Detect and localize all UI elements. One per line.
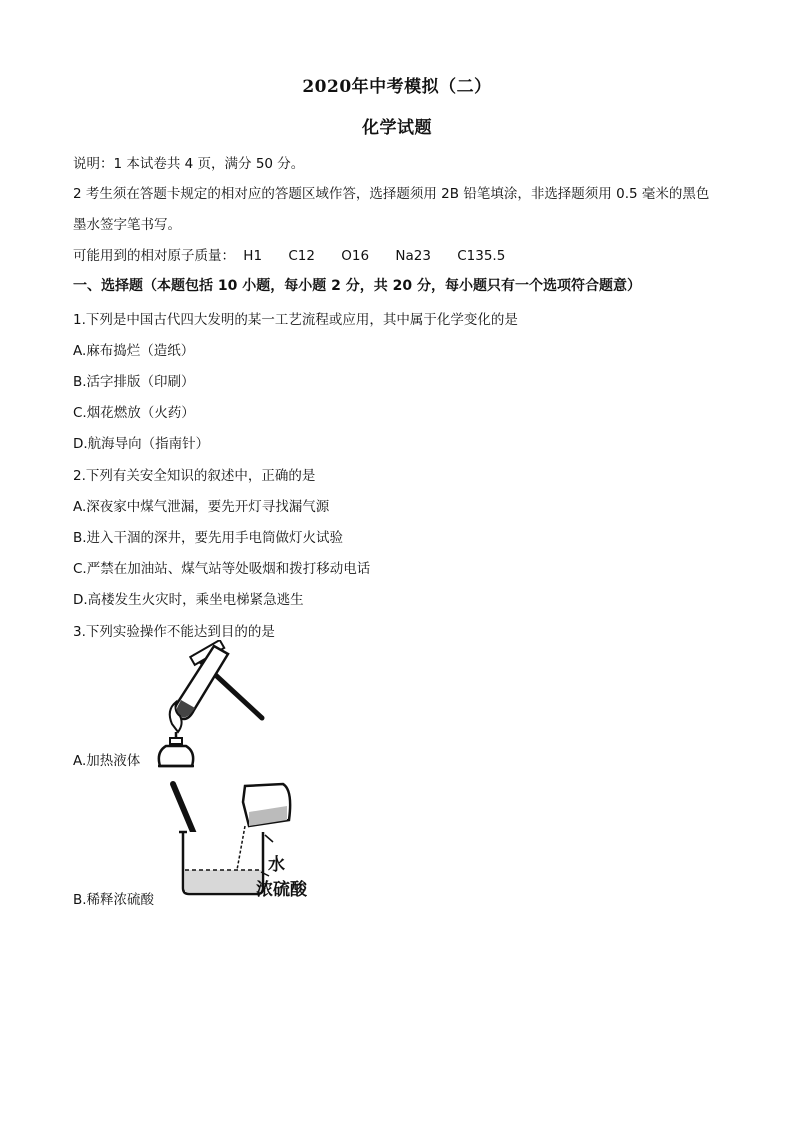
question-3-option-a: A.加热液体	[73, 753, 141, 769]
exam-title: 2020年中考模拟（二）	[302, 77, 492, 97]
alcohol-lamp	[159, 746, 193, 766]
question-2-stem: 2.下列有关安全知识的叙述中，正确的是	[73, 468, 316, 484]
atom-na: Na23	[395, 248, 431, 264]
instruction-line-2b: 墨水签字笔书写。	[73, 217, 181, 233]
atomic-mass-label: 可能用到的相对原子质量：	[73, 248, 235, 264]
atom-cl: C135.5	[457, 248, 506, 264]
lamp-cap	[170, 738, 182, 744]
atom-c: C12	[288, 248, 315, 264]
atomic-mass-line	[73, 244, 527, 264]
atom-o: O16	[341, 248, 370, 264]
question-3-stem: 3.下列实验操作不能达到目的的是	[73, 624, 275, 640]
acid-label: 浓硫酸	[256, 880, 307, 900]
instruction-line-1: 说明：1 本试卷共 4 页，满分 50 分。	[73, 156, 305, 172]
question-1-option-c: C.烟花燃放（火药）	[73, 405, 195, 421]
instruction-line-2a: 2 考生须在答题卡规定的相对应的答题区域作答，选择题须用 2B 铅笔填涂，非选择题须用 0.5 毫米的黑色	[73, 186, 710, 202]
question-2-option-d: D.高楼发生火灾时，乘坐电梯紧急逃生	[73, 592, 304, 608]
heating-liquid-figure	[150, 640, 275, 770]
question-1-stem: 1.下列是中国古代四大发明的某一工艺流程或应用，其中属于化学变化的是	[73, 312, 518, 328]
question-3-option-b: B.稀释浓硫酸	[73, 892, 155, 908]
question-1-option-b: B.活字排版（印刷）	[73, 374, 195, 390]
atom-h: H1	[243, 248, 263, 264]
question-2-option-a: A.深夜家中煤气泄漏，要先开灯寻找漏气源	[73, 499, 330, 515]
question-2-option-b: B.进入干涸的深井，要先用手电筒做灯火试验	[73, 530, 344, 546]
exam-subtitle: 化学试题	[362, 118, 432, 138]
water-label: 水	[268, 855, 285, 875]
question-2-option-c: C.严禁在加油站、煤气站等处吸烟和拨打移动电话	[73, 561, 371, 577]
question-1-option-d: D.航海导向（指南针）	[73, 436, 210, 452]
question-1-option-a: A.麻布捣烂（造纸）	[73, 343, 195, 359]
section-heading: 一、选择题（本题包括 10 小题，每小题 2 分，共 20 分，每小题只有一个选项符合题意）	[73, 278, 641, 294]
acid-liquid	[185, 870, 261, 892]
